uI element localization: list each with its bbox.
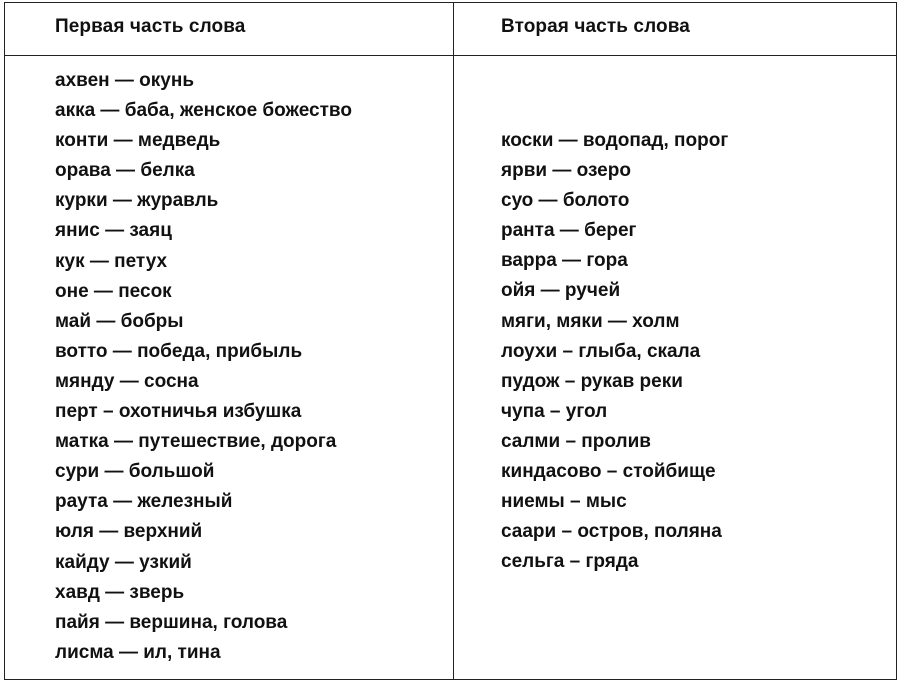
list-item: раута — железный [55,491,233,513]
list-item: ойя — ручей [501,280,621,302]
list-item: конти — медведь [55,130,221,152]
list-item: салми – пролив [501,430,651,452]
list-item: перт – охотничья избушка [55,401,302,423]
list-item: май — бобры [55,310,184,332]
word-table [4,2,897,680]
list-item: мяги, мяки — холм [501,310,680,332]
second-part-list [501,126,728,577]
list-item: оне — песок [55,280,172,302]
list-item: суо — болото [501,190,630,212]
list-item: ниемы – мыс [501,491,627,513]
list-item: янис — заяц [55,220,172,242]
header-divider [5,55,896,56]
list-item: сельга – гряда [501,551,639,573]
list-item: хавд — зверь [55,581,185,603]
list-item: ярви — озеро [501,160,631,182]
list-item: саари – остров, поляна [501,521,722,543]
list-item: мянду — сосна [55,370,199,392]
list-item: коски — водопад, порог [501,130,729,151]
list-item: вотто — победа, прибыль [55,340,303,362]
list-item: кук — петух [55,250,168,272]
list-item: пудож – рукав реки [501,370,683,392]
list-item: акка — баба, женское божество [55,100,352,122]
first-part-list [55,66,352,668]
list-item: орава — белка [55,160,195,182]
list-item: пайя — вершина, голова [55,611,288,633]
list-item: лоухи – глыба, скала [501,340,701,362]
list-item: киндасово – стойбище [501,461,716,483]
list-item: ранта — берег [501,220,637,242]
list-item: чупа – угол [501,400,608,422]
list-item: ахвен — окунь [55,70,195,91]
list-item: матка — путешествие, дорога [55,431,337,453]
list-item: сури — большой [55,461,215,483]
header-second-part: Вторая часть слова [501,16,690,37]
list-item: кайду — узкий [55,551,192,573]
column-divider [453,3,454,679]
list-item: юля — верхний [55,521,203,543]
list-item: лисма — ил, тина [55,641,221,663]
list-item: варра — гора [501,250,628,272]
header-first-part: Первая часть слова [55,16,246,37]
list-item: курки — журавль [55,190,219,212]
